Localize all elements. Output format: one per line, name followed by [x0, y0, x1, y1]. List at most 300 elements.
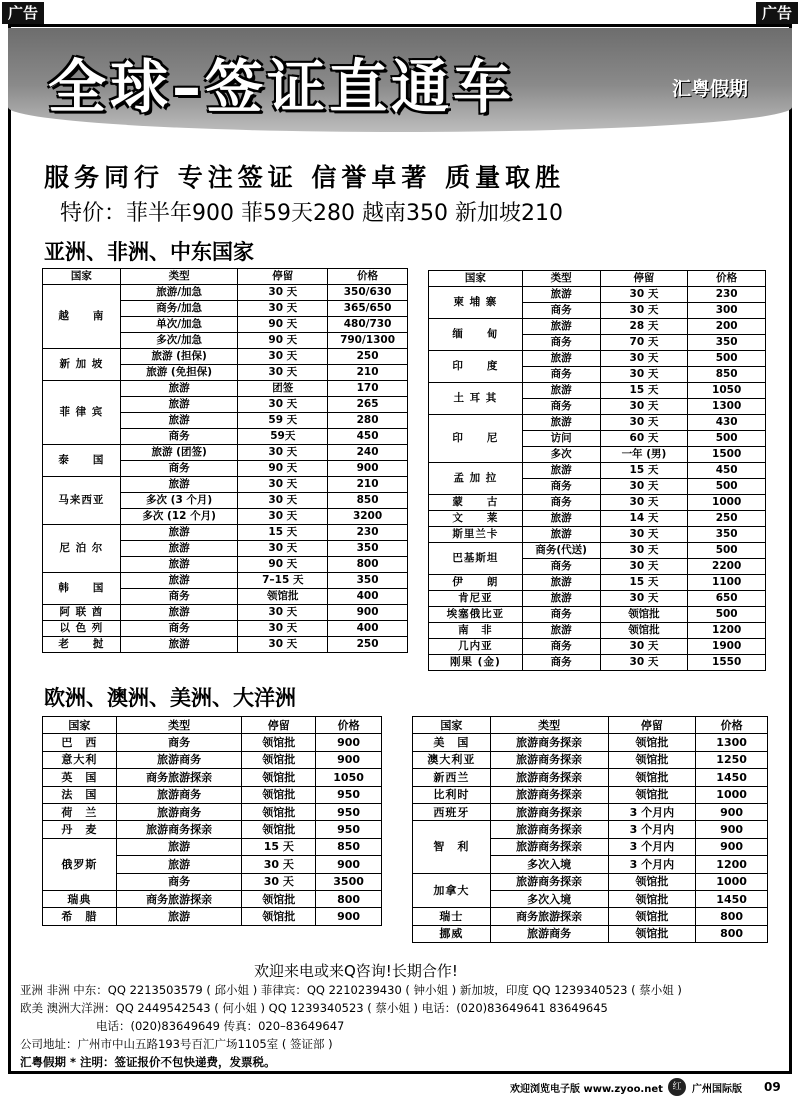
stay-cell: 30 天: [600, 591, 688, 607]
type-cell: 旅游商务: [116, 803, 242, 820]
type-cell: 旅游: [522, 527, 600, 543]
stay-cell: 60 天: [600, 431, 688, 447]
special-offer: 特价：菲半年900 菲59天280 越南350 新加坡210: [60, 201, 563, 226]
price-cell: 200: [688, 319, 766, 335]
stay-cell: 领馆批: [608, 890, 696, 907]
stay-cell: 30 天: [238, 397, 328, 413]
price-cell: 210: [328, 477, 408, 493]
stay-cell: 领馆批: [242, 769, 316, 786]
table-row: [429, 319, 766, 335]
col-price-header: 价格: [328, 269, 408, 285]
stay-cell: 70 天: [600, 335, 688, 351]
price-cell: 240: [328, 445, 408, 461]
type-cell: 商务(代送): [522, 543, 600, 559]
table-row: [413, 751, 768, 768]
type-cell: 旅游: [120, 605, 238, 621]
price-cell: 500: [688, 351, 766, 367]
type-cell: 旅游: [522, 319, 600, 335]
stay-cell: 15 天: [600, 463, 688, 479]
col-stay-header: 停留: [600, 271, 688, 287]
price-cell: 480/730: [328, 317, 408, 333]
table-row: [413, 734, 768, 751]
country-cell: 斯里兰卡: [429, 527, 523, 543]
price-cell: 350: [688, 335, 766, 351]
table-row: [43, 890, 382, 907]
type-cell: 商务: [120, 461, 238, 477]
price-cell: 350: [688, 527, 766, 543]
type-cell: 旅游: [116, 856, 242, 873]
type-cell: 商务: [522, 607, 600, 623]
stay-cell: 7–15 天: [238, 573, 328, 589]
stay-cell: 59 天: [238, 413, 328, 429]
country-cell: 肯尼亚: [429, 591, 523, 607]
table-row: [43, 786, 382, 803]
price-cell: 365/650: [328, 301, 408, 317]
price-cell: 900: [316, 856, 382, 873]
type-cell: 多次入境: [490, 856, 608, 873]
country-cell: 柬 埔 寨: [429, 287, 523, 319]
price-cell: 1250: [696, 751, 768, 768]
table-row: [43, 908, 382, 925]
price-cell: 2200: [688, 559, 766, 575]
type-cell: 商务: [522, 655, 600, 671]
ad-tag-left: 广告: [2, 2, 44, 24]
stay-cell: 30 天: [600, 543, 688, 559]
price-cell: 3200: [328, 509, 408, 525]
table-row: [43, 349, 408, 365]
col-stay-header: 停留: [238, 269, 328, 285]
price-cell: 900: [328, 605, 408, 621]
price-cell: 400: [328, 621, 408, 637]
visa-table-americas-right: [412, 716, 768, 943]
country-cell: 马来西亚: [43, 477, 121, 525]
type-cell: 旅游商务探亲: [490, 786, 608, 803]
stay-cell: 领馆批: [242, 786, 316, 803]
price-cell: 1500: [688, 447, 766, 463]
stay-cell: 领馆批: [242, 908, 316, 925]
price-cell: 1450: [696, 769, 768, 786]
type-cell: 旅游: [120, 477, 238, 493]
stay-cell: 59天: [238, 429, 328, 445]
price-cell: 1050: [316, 769, 382, 786]
type-cell: 商务: [120, 589, 238, 605]
page-number: 09: [764, 1080, 781, 1094]
country-cell: 印 尼: [429, 415, 523, 463]
table-row: [43, 605, 408, 621]
stay-cell: 领馆批: [238, 589, 328, 605]
stay-cell: 30 天: [600, 527, 688, 543]
table-row: [429, 351, 766, 367]
type-cell: 商务旅游探亲: [116, 890, 242, 907]
country-cell: 以 色 列: [43, 621, 121, 637]
country-cell: 韩 国: [43, 573, 121, 605]
price-cell: 3500: [316, 873, 382, 890]
table-row: [413, 769, 768, 786]
price-cell: 800: [316, 890, 382, 907]
stay-cell: 30 天: [238, 493, 328, 509]
table-row: [43, 573, 408, 589]
type-cell: 旅游: [522, 591, 600, 607]
stay-cell: 领馆批: [608, 734, 696, 751]
country-cell: 缅 甸: [429, 319, 523, 351]
type-cell: 商务: [522, 335, 600, 351]
stay-cell: 30 天: [238, 637, 328, 653]
stay-cell: 30 天: [238, 477, 328, 493]
country-cell: 伊 朗: [429, 575, 523, 591]
stay-cell: 领馆批: [242, 751, 316, 768]
price-cell: 850: [688, 367, 766, 383]
stay-cell: 30 天: [600, 415, 688, 431]
stay-cell: 30 天: [242, 856, 316, 873]
stay-cell: 30 天: [600, 495, 688, 511]
stay-cell: 3 个月内: [608, 803, 696, 820]
type-cell: 多次 (3 个月): [120, 493, 238, 509]
price-cell: 1000: [688, 495, 766, 511]
country-cell: 阿 联 酋: [43, 605, 121, 621]
stay-cell: 30 天: [238, 605, 328, 621]
price-cell: 1300: [696, 734, 768, 751]
type-cell: 商务: [522, 495, 600, 511]
country-cell: 孟 加 拉: [429, 463, 523, 495]
country-cell: 希 腊: [43, 908, 117, 925]
type-cell: 旅游商务探亲: [490, 751, 608, 768]
table-row: [43, 637, 408, 653]
table-row: [429, 639, 766, 655]
banner-title: 全球–签证直通车: [48, 53, 516, 121]
type-cell: 旅游商务探亲: [490, 821, 608, 838]
type-cell: 商务: [522, 559, 600, 575]
table-row: [413, 803, 768, 820]
price-cell: 900: [696, 803, 768, 820]
stay-cell: 15 天: [238, 525, 328, 541]
table-row: [413, 908, 768, 925]
type-cell: 旅游商务探亲: [490, 734, 608, 751]
price-cell: 850: [328, 493, 408, 509]
type-cell: 旅游 (团签): [120, 445, 238, 461]
price-cell: 900: [316, 908, 382, 925]
col-stay-header: 停留: [608, 717, 696, 734]
type-cell: 商务: [116, 734, 242, 751]
price-cell: 900: [316, 734, 382, 751]
type-cell: 旅游: [116, 908, 242, 925]
table-row: [413, 821, 768, 838]
type-cell: 商务: [522, 367, 600, 383]
price-cell: 1450: [696, 890, 768, 907]
edition-name: 广州国际版: [692, 1084, 742, 1095]
stay-cell: 90 天: [238, 461, 328, 477]
table-row: [43, 803, 382, 820]
country-cell: 瑞典: [43, 890, 117, 907]
country-cell: 巴 西: [43, 734, 117, 751]
stay-cell: 90 天: [238, 333, 328, 349]
type-cell: 商务: [522, 639, 600, 655]
stay-cell: 30 天: [600, 639, 688, 655]
price-cell: 500: [688, 431, 766, 447]
country-cell: 丹 麦: [43, 821, 117, 838]
price-cell: 1200: [688, 623, 766, 639]
type-cell: 商务: [522, 399, 600, 415]
table-row: [429, 383, 766, 399]
table-row: [429, 495, 766, 511]
stay-cell: 30 天: [600, 479, 688, 495]
price-cell: 250: [328, 637, 408, 653]
stay-cell: 一年 (男): [600, 447, 688, 463]
price-cell: 1100: [688, 575, 766, 591]
stay-cell: 15 天: [600, 383, 688, 399]
stay-cell: 30 天: [600, 351, 688, 367]
country-cell: 新 加 坡: [43, 349, 121, 381]
contact-line-phone: 电话：(020)83649649 传真：020–83649647: [96, 1019, 345, 1033]
table-row: [429, 655, 766, 671]
stay-cell: 领馆批: [242, 890, 316, 907]
price-cell: 265: [328, 397, 408, 413]
table-row: [429, 463, 766, 479]
type-cell: 旅游商务探亲: [490, 873, 608, 890]
stay-cell: 领馆批: [608, 873, 696, 890]
price-cell: 1000: [696, 873, 768, 890]
country-cell: 尼 泊 尔: [43, 525, 121, 573]
type-cell: 旅游: [120, 525, 238, 541]
type-cell: 旅游/加急: [120, 285, 238, 301]
type-cell: 旅游: [522, 351, 600, 367]
country-cell: 瑞士: [413, 908, 491, 925]
price-cell: 950: [316, 821, 382, 838]
col-country-header: 国家: [43, 269, 121, 285]
country-cell: 泰 国: [43, 445, 121, 477]
stay-cell: 15 天: [600, 575, 688, 591]
stay-cell: 30 天: [600, 303, 688, 319]
stay-cell: 领馆批: [600, 623, 688, 639]
type-cell: 旅游: [120, 413, 238, 429]
visa-table-asia-left: [42, 268, 408, 653]
type-cell: 多次 (12 个月): [120, 509, 238, 525]
stay-cell: 领馆批: [608, 908, 696, 925]
price-cell: 230: [328, 525, 408, 541]
table-row: [429, 607, 766, 623]
price-cell: 1200: [696, 856, 768, 873]
table-header: [43, 269, 408, 285]
table-row: [429, 527, 766, 543]
stay-cell: 30 天: [600, 655, 688, 671]
country-cell: 美 国: [413, 734, 491, 751]
table-row: [429, 623, 766, 639]
table-row: [43, 751, 382, 768]
type-cell: 商务旅游探亲: [116, 769, 242, 786]
red-logo-icon: 红: [668, 1078, 686, 1096]
stay-cell: 30 天: [238, 365, 328, 381]
visa-table-asia-right: [428, 270, 766, 671]
country-cell: 英 国: [43, 769, 117, 786]
price-cell: 800: [696, 908, 768, 925]
price-cell: 170: [328, 381, 408, 397]
section-asia-africa: 亚洲、非洲、中东国家: [44, 240, 254, 264]
col-country-header: 国家: [413, 717, 491, 734]
price-cell: 300: [688, 303, 766, 319]
type-cell: 旅游商务: [116, 786, 242, 803]
col-type-header: 类型: [120, 269, 238, 285]
table-row: [43, 381, 408, 397]
table-row: [429, 415, 766, 431]
stay-cell: 30 天: [242, 873, 316, 890]
price-cell: 350/630: [328, 285, 408, 301]
country-cell: 俄罗斯: [43, 838, 117, 890]
stay-cell: 15 天: [242, 838, 316, 855]
stay-cell: 30 天: [238, 445, 328, 461]
table-row: [43, 769, 382, 786]
type-cell: 旅游: [522, 287, 600, 303]
type-cell: 旅游商务: [490, 925, 608, 942]
stay-cell: 30 天: [600, 399, 688, 415]
price-cell: 800: [328, 557, 408, 573]
table-header: [413, 717, 768, 734]
type-cell: 旅游: [522, 575, 600, 591]
type-cell: 旅游: [522, 383, 600, 399]
col-type-header: 类型: [490, 717, 608, 734]
type-cell: 商务: [522, 479, 600, 495]
table-row: [43, 445, 408, 461]
type-cell: 多次入境: [490, 890, 608, 907]
type-cell: 旅游: [116, 838, 242, 855]
type-cell: 旅游: [120, 637, 238, 653]
col-country-header: 国家: [43, 717, 117, 734]
stay-cell: 领馆批: [242, 821, 316, 838]
type-cell: 旅游: [120, 381, 238, 397]
price-cell: 900: [316, 751, 382, 768]
table-row: [429, 511, 766, 527]
stay-cell: 28 天: [600, 319, 688, 335]
visa-table-europe-left: [42, 716, 382, 926]
type-cell: 旅游: [522, 463, 600, 479]
stay-cell: 90 天: [238, 317, 328, 333]
country-cell: 智 利: [413, 821, 491, 873]
table-row: [429, 591, 766, 607]
country-cell: 西班牙: [413, 803, 491, 820]
stay-cell: 30 天: [238, 621, 328, 637]
type-cell: 商务: [522, 303, 600, 319]
price-cell: 430: [688, 415, 766, 431]
stay-cell: 领馆批: [608, 786, 696, 803]
country-cell: 南 非: [429, 623, 523, 639]
type-cell: 商务旅游探亲: [490, 908, 608, 925]
table-row: [43, 285, 408, 301]
type-cell: 旅游: [120, 397, 238, 413]
type-cell: 旅游商务探亲: [116, 821, 242, 838]
type-cell: 旅游: [522, 511, 600, 527]
type-cell: 旅游: [522, 623, 600, 639]
stay-cell: 领馆批: [600, 607, 688, 623]
contact-line-asia: 亚洲 非洲 中东：QQ 2213503579 ( 邱小姐 ) 菲律宾：QQ 2210239430 ( 钟小姐 ) 新加坡，印度 QQ 1239340523 ( 蔡小姐 ): [20, 983, 682, 997]
table-row: [413, 925, 768, 942]
type-cell: 旅游商务探亲: [490, 769, 608, 786]
col-price-header: 价格: [316, 717, 382, 734]
price-cell: 800: [696, 925, 768, 942]
type-cell: 旅游: [120, 541, 238, 557]
stay-cell: 90 天: [238, 557, 328, 573]
price-cell: 400: [328, 589, 408, 605]
stay-cell: 30 天: [238, 509, 328, 525]
price-cell: 280: [328, 413, 408, 429]
price-cell: 850: [316, 838, 382, 855]
price-cell: 450: [688, 463, 766, 479]
country-cell: 挪威: [413, 925, 491, 942]
table-row: [43, 838, 382, 855]
price-cell: 900: [696, 838, 768, 855]
price-cell: 790/1300: [328, 333, 408, 349]
type-cell: 访问: [522, 431, 600, 447]
country-cell: 刚果 (金): [429, 655, 523, 671]
type-cell: 旅游 (免担保): [120, 365, 238, 381]
price-cell: 1000: [696, 786, 768, 803]
table-row: [429, 287, 766, 303]
stay-cell: 30 天: [238, 301, 328, 317]
table-row: [43, 477, 408, 493]
stay-cell: 领馆批: [242, 803, 316, 820]
price-cell: 500: [688, 607, 766, 623]
col-price-header: 价格: [688, 271, 766, 287]
col-country-header: 国家: [429, 271, 523, 287]
country-cell: 意大利: [43, 751, 117, 768]
country-cell: 蒙 古: [429, 495, 523, 511]
country-cell: 法 国: [43, 786, 117, 803]
price-cell: 1050: [688, 383, 766, 399]
country-cell: 比利时: [413, 786, 491, 803]
table-header: [429, 271, 766, 287]
stay-cell: 3 个月内: [608, 838, 696, 855]
table-row: [413, 873, 768, 890]
price-cell: 250: [688, 511, 766, 527]
price-cell: 350: [328, 541, 408, 557]
brand-name: 汇粤假期: [672, 78, 749, 100]
stay-cell: 30 天: [238, 541, 328, 557]
type-cell: 旅游商务: [116, 751, 242, 768]
country-cell: 埃塞俄比亚: [429, 607, 523, 623]
price-cell: 950: [316, 803, 382, 820]
price-cell: 950: [316, 786, 382, 803]
contact-line-europe: 欧美 澳洲大洋洲：QQ 2449542543 ( 何小姐 ) QQ 1239340523 ( 蔡小姐 ) 电话：(020)83649641 83649645: [20, 1001, 608, 1015]
stay-cell: 领馆批: [608, 769, 696, 786]
slogan: 服务同行 专注签证 信誉卓著 质量取胜: [44, 163, 566, 192]
price-cell: 500: [688, 479, 766, 495]
table-row: [429, 575, 766, 591]
price-note: 汇粤假期 * 注明：签证报价不包快递费，发票税。: [20, 1055, 276, 1069]
type-cell: 单次/加急: [120, 317, 238, 333]
table-row: [43, 525, 408, 541]
website-text: 欢迎浏览电子版 www.zyoo.net: [510, 1084, 663, 1095]
country-cell: 新西兰: [413, 769, 491, 786]
stay-cell: 领馆批: [608, 925, 696, 942]
section-europe-americas: 欧洲、澳洲、美洲、大洋洲: [44, 686, 296, 710]
country-cell: 澳大利亚: [413, 751, 491, 768]
price-cell: 210: [328, 365, 408, 381]
type-cell: 商务: [120, 429, 238, 445]
country-cell: 荷 兰: [43, 803, 117, 820]
type-cell: 旅游 (担保): [120, 349, 238, 365]
stay-cell: 30 天: [600, 367, 688, 383]
price-cell: 900: [696, 821, 768, 838]
col-stay-header: 停留: [242, 717, 316, 734]
price-cell: 900: [328, 461, 408, 477]
type-cell: 旅游商务探亲: [490, 803, 608, 820]
table-row: [43, 821, 382, 838]
type-cell: 旅游: [120, 573, 238, 589]
country-cell: 文 莱: [429, 511, 523, 527]
country-cell: 印 度: [429, 351, 523, 383]
col-type-header: 类型: [522, 271, 600, 287]
company-address: 公司地址：广州市中山五路193号百汇广场1105室 ( 签证部 ): [20, 1037, 333, 1051]
price-cell: 230: [688, 287, 766, 303]
price-cell: 650: [688, 591, 766, 607]
stay-cell: 30 天: [600, 559, 688, 575]
